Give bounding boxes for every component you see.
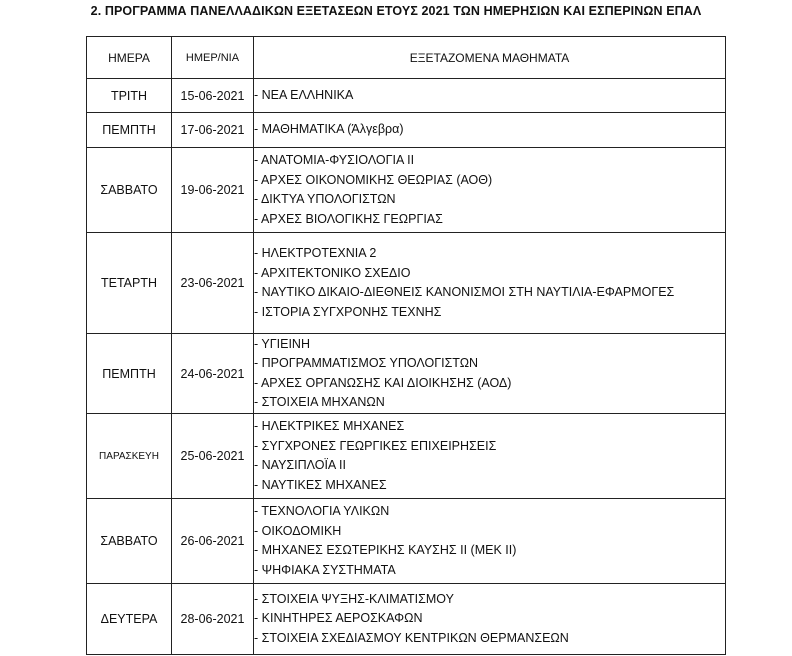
subject-item: - ΠΡΟΓΡΑΜΜΑΤΙΣΜΟΣ ΥΠΟΛΟΓΙΣΤΩΝ: [254, 356, 479, 370]
subject-item: - ΔΙΚΤΥΑ ΥΠΟΛΟΓΙΣΤΩΝ: [254, 192, 396, 206]
table-row: [87, 79, 726, 113]
subject-item: - ΙΣΤΟΡΙΑ ΣΥΓΧΡΟΝΗΣ ΤΕΧΝΗΣ: [254, 304, 442, 319]
day-cell: ΤΡΙΤΗ: [87, 79, 172, 113]
subject-item: - ΣΤΟΙΧΕΙΑ ΣΧΕΔΙΑΣΜΟΥ ΚΕΝΤΡΙΚΩΝ ΘΕΡΜΑΝΣΕΩΝ: [254, 630, 569, 645]
subject-item: - ΤΕΧΝΟΛΟΓΙΑ ΥΛΙΚΩΝ: [254, 504, 390, 518]
date-cell: 19-06-2021: [172, 148, 254, 233]
subject-item: - ΜΗΧΑΝΕΣ ΕΣΩΤΕΡΙΚΗΣ ΚΑΥΣΗΣ ΙΙ (ΜΕΚ ΙΙ): [254, 543, 517, 557]
subject-item: - ΣΥΓΧΡΟΝΕΣ ΓΕΩΡΓΙΚΕΣ ΕΠΙΧΕΙΡΗΣΕΙΣ: [254, 438, 497, 453]
subject-item: - ΝΑΥΤΙΚΕΣ ΜΗΧΑΝΕΣ: [254, 477, 387, 492]
subject-item: - ΑΡΧΕΣ ΟΡΓΑΝΩΣΗΣ ΚΑΙ ΔΙΟΙΚΗΣΗΣ (ΑΟΔ): [254, 375, 512, 390]
subject-item: - ΗΛΕΚΤΡΟΤΕΧΝΙΑ 2: [254, 246, 377, 260]
subjects-cell: [254, 584, 726, 655]
subject-item: - ΗΛΕΚΤΡΙΚΕΣ ΜΗΧΑΝΕΣ: [254, 419, 405, 433]
header-row: [87, 37, 726, 79]
subjects-cell: [254, 79, 726, 113]
subject-item: - ΥΓΙΕΙΝΗ: [254, 336, 310, 351]
date-cell: 25-06-2021: [172, 414, 254, 499]
table-row: [87, 148, 726, 233]
date-cell: 17-06-2021: [172, 113, 254, 148]
date-cell: 26-06-2021: [172, 499, 254, 584]
subject-item: - ΟΙΚΟΔΟΜΙΚΗ: [254, 523, 342, 538]
header-subjects: ΕΞΕΤΑΖΟΜΕΝΑ ΜΑΘΗΜΑΤΑ: [254, 37, 726, 79]
subject-item: - ΝΑΥΣΙΠΛΟΪΑ ΙΙ: [254, 458, 346, 472]
table-row: [87, 334, 726, 414]
subjects-cell: [254, 414, 726, 499]
subjects-cell: [254, 148, 726, 233]
subject-item: - ΑΡΧΕΣ ΟΙΚΟΝΟΜΙΚΗΣ ΘΕΩΡΙΑΣ (ΑΟΘ): [254, 172, 493, 187]
subjects-cell: [254, 233, 726, 334]
exam-schedule-table: [86, 36, 726, 655]
day-cell: ΤΕΤΑΡΤΗ: [87, 233, 172, 334]
date-cell: 24-06-2021: [172, 334, 254, 414]
date-cell: 28-06-2021: [172, 584, 254, 655]
subject-item: - ΚΙΝΗΤΗΡΕΣ ΑΕΡΟΣΚΑΦΩΝ: [254, 611, 423, 626]
date-cell: 15-06-2021: [172, 79, 254, 113]
subject-item: - ΝΕΑ ΕΛΛΗΝΙΚΑ: [254, 87, 354, 102]
subject-item: - ΑΝΑΤΟΜΙΑ-ΦΥΣΙΟΛΟΓΙΑ ΙΙ: [254, 153, 415, 167]
header-date: ΗΜΕΡ/ΝΙΑ: [172, 37, 254, 79]
subject-item: - ΨΗΦΙΑΚΑ ΣΥΣΤΗΜΑΤΑ: [254, 562, 396, 577]
subjects-cell: [254, 499, 726, 584]
subjects-cell: [254, 334, 726, 414]
table-row: [87, 584, 726, 655]
subject-item: - ΣΤΟΙΧΕΙΑ ΨΥΞΗΣ-ΚΛΙΜΑΤΙΣΜΟΥ: [254, 591, 454, 606]
subject-item: - ΑΡΧΙΤΕΚΤΟΝΙΚΟ ΣΧΕΔΙΟ: [254, 265, 411, 280]
table-row: [87, 113, 726, 148]
day-cell: ΣΑΒΒΑΤΟ: [87, 148, 172, 233]
day-cell: ΠΑΡΑΣΚΕΥΗ: [87, 414, 172, 499]
document-title: 2. ΠΡΟΓΡΑΜΜΑ ΠΑΝΕΛΛΑΔΙΚΩΝ ΕΞΕΤΑΣΕΩΝ ΕΤΟΥΣ 2021 ΤΩΝ ΗΜΕΡΗΣΙΩΝ ΚΑΙ ΕΣΠΕΡΙΝΩΝ ΕΠΑΛ: [90, 4, 702, 18]
table-row: [87, 233, 726, 334]
subjects-cell: [254, 113, 726, 148]
day-cell: ΠΕΜΠΤΗ: [87, 334, 172, 414]
day-cell: ΔΕΥΤΕΡΑ: [87, 584, 172, 655]
table-row: [87, 414, 726, 499]
subject-item: - ΝΑΥΤΙΚΟ ΔΙΚΑΙΟ-ΔΙΕΘΝΕΙΣ ΚΑΝΟΝΙΣΜΟΙ ΣΤΗ ΝΑΥΤΙΛΙΑ-ΕΦΑΡΜΟΓΕΣ: [254, 285, 675, 299]
subject-item: - ΑΡΧΕΣ ΒΙΟΛΟΓΙΚΗΣ ΓΕΩΡΓΙΑΣ: [254, 211, 443, 226]
date-cell: 23-06-2021: [172, 233, 254, 334]
day-cell: ΠΕΜΠΤΗ: [87, 113, 172, 148]
day-cell: ΣΑΒΒΑΤΟ: [87, 499, 172, 584]
subject-item: - ΜΑΘΗΜΑΤΙΚΑ (Άλγεβρα): [254, 122, 404, 137]
subject-item: - ΣΤΟΙΧΕΙΑ ΜΗΧΑΝΩΝ: [254, 395, 385, 409]
table-row: [87, 499, 726, 584]
header-day: ΗΜΕΡΑ: [87, 37, 172, 79]
